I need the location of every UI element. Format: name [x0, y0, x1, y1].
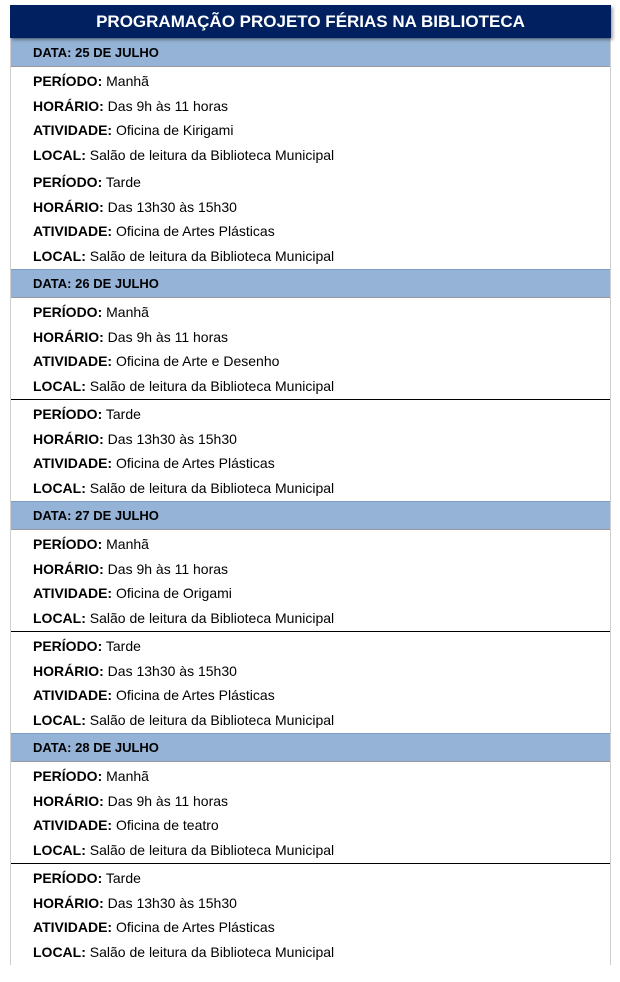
- local-value: Salão de leitura da Biblioteca Municipal: [89, 711, 335, 728]
- atividade-value: Oficina de Artes Plásticas: [115, 223, 275, 239]
- periodo-label: PERÍODO:: [33, 304, 103, 320]
- session-local-row: [11, 838, 610, 863]
- local-value: Salão de leitura da Biblioteca Municipal: [89, 479, 335, 496]
- session-periodo-row: [11, 69, 610, 94]
- horario-label: HORÁRIO:: [33, 328, 104, 345]
- session-atividade-row: [11, 915, 610, 940]
- local-label: LOCAL:: [33, 377, 86, 394]
- date-header: DATA: 25 DE JULHO: [11, 38, 610, 67]
- local-label: LOCAL:: [33, 711, 86, 728]
- atividade-value: Oficina de Artes Plásticas: [115, 455, 275, 471]
- periodo-value: Manhã: [106, 304, 149, 320]
- periodo-label: PERÍODO:: [33, 406, 103, 422]
- atividade-value: Oficina de teatro: [115, 817, 219, 833]
- session-atividade-row: [11, 118, 610, 143]
- horario-value: Das 13h30 às 15h30: [107, 198, 237, 215]
- session-block: [11, 530, 610, 631]
- session-atividade-row: [11, 219, 610, 244]
- session-block: [11, 168, 610, 269]
- horario-label: HORÁRIO:: [33, 792, 104, 809]
- local-label: LOCAL:: [33, 479, 86, 496]
- local-value: Salão de leitura da Biblioteca Municipal: [89, 247, 335, 264]
- local-label: LOCAL:: [33, 841, 86, 858]
- periodo-value: Tarde: [105, 174, 141, 190]
- session-local-row: [11, 940, 610, 965]
- session-block: [11, 298, 610, 399]
- atividade-label: ATIVIDADE:: [33, 455, 113, 471]
- local-label: LOCAL:: [33, 247, 86, 264]
- session-local-row: [11, 374, 610, 399]
- session-atividade-row: [11, 683, 610, 708]
- session-block: [11, 762, 610, 863]
- periodo-label: PERÍODO:: [33, 174, 103, 190]
- periodo-value: Tarde: [105, 638, 141, 654]
- day-block: [10, 38, 611, 269]
- periodo-value: Manhã: [106, 536, 149, 552]
- session-atividade-row: [11, 581, 610, 606]
- local-value: Salão de leitura da Biblioteca Municipal: [89, 609, 335, 626]
- local-value: Salão de leitura da Biblioteca Municipal: [89, 377, 335, 394]
- local-value: Salão de leitura da Biblioteca Municipal: [89, 841, 335, 858]
- schedule-days: [10, 38, 611, 965]
- atividade-value: Oficina de Artes Plásticas: [115, 687, 275, 703]
- periodo-value: Tarde: [105, 870, 141, 886]
- horario-label: HORÁRIO:: [33, 894, 104, 911]
- horario-value: Das 9h às 11 horas: [107, 560, 229, 577]
- session-periodo-row: [11, 170, 610, 195]
- session-horario-row: [11, 891, 610, 916]
- day-block: [10, 501, 611, 733]
- session-atividade-row: [11, 813, 610, 838]
- atividade-label: ATIVIDADE:: [33, 585, 113, 601]
- session-block: [11, 863, 610, 965]
- atividade-label: ATIVIDADE:: [33, 817, 113, 833]
- periodo-label: PERÍODO:: [33, 73, 103, 89]
- session-horario-row: [11, 195, 610, 220]
- periodo-value: Manhã: [106, 768, 149, 784]
- session-atividade-row: [11, 451, 610, 476]
- local-value: Salão de leitura da Biblioteca Municipal: [89, 146, 335, 163]
- periodo-label: PERÍODO:: [33, 638, 103, 654]
- session-block: [11, 67, 610, 168]
- periodo-value: Tarde: [105, 406, 141, 422]
- day-block: [10, 733, 611, 965]
- session-periodo-row: [11, 300, 610, 325]
- periodo-label: PERÍODO:: [33, 870, 103, 886]
- day-block: [10, 269, 611, 501]
- session-block: [11, 399, 610, 501]
- session-horario-row: [11, 325, 610, 350]
- session-periodo-row: [11, 402, 610, 427]
- session-local-row: [11, 143, 610, 168]
- atividade-value: Oficina de Arte e Desenho: [115, 353, 280, 369]
- periodo-label: PERÍODO:: [33, 768, 103, 784]
- horario-value: Das 13h30 às 15h30: [107, 894, 237, 911]
- horario-label: HORÁRIO:: [33, 662, 104, 679]
- session-local-row: [11, 476, 610, 501]
- session-horario-row: [11, 94, 610, 119]
- local-label: LOCAL:: [33, 943, 86, 960]
- atividade-label: ATIVIDADE:: [33, 687, 113, 703]
- local-value: Salão de leitura da Biblioteca Municipal: [89, 943, 335, 960]
- horario-label: HORÁRIO:: [33, 430, 104, 447]
- horario-value: Das 9h às 11 horas: [107, 97, 229, 114]
- page-title: PROGRAMAÇÃO PROJETO FÉRIAS NA BIBLIOTECA: [10, 5, 611, 38]
- session-local-row: [11, 708, 610, 733]
- session-atividade-row: [11, 349, 610, 374]
- periodo-value: Manhã: [106, 73, 149, 89]
- horario-value: Das 13h30 às 15h30: [107, 430, 237, 447]
- session-horario-row: [11, 427, 610, 452]
- date-header: DATA: 28 DE JULHO: [11, 733, 610, 762]
- session-local-row: [11, 244, 610, 269]
- periodo-label: PERÍODO:: [33, 536, 103, 552]
- horario-label: HORÁRIO:: [33, 97, 104, 114]
- session-horario-row: [11, 789, 610, 814]
- atividade-label: ATIVIDADE:: [33, 919, 113, 935]
- session-block: [11, 631, 610, 733]
- local-label: LOCAL:: [33, 146, 86, 163]
- atividade-value: Oficina de Kirigami: [115, 122, 234, 138]
- session-horario-row: [11, 659, 610, 684]
- atividade-value: Oficina de Artes Plásticas: [115, 919, 275, 935]
- date-header: DATA: 26 DE JULHO: [11, 269, 610, 298]
- session-local-row: [11, 606, 610, 631]
- horario-label: HORÁRIO:: [33, 198, 104, 215]
- atividade-label: ATIVIDADE:: [33, 122, 113, 138]
- date-header: DATA: 27 DE JULHO: [11, 501, 610, 530]
- atividade-label: ATIVIDADE:: [33, 353, 113, 369]
- horario-value: Das 13h30 às 15h30: [107, 662, 237, 679]
- session-periodo-row: [11, 764, 610, 789]
- session-periodo-row: [11, 532, 610, 557]
- session-horario-row: [11, 557, 610, 582]
- atividade-value: Oficina de Origami: [115, 585, 232, 601]
- session-periodo-row: [11, 634, 610, 659]
- horario-label: HORÁRIO:: [33, 560, 104, 577]
- horario-value: Das 9h às 11 horas: [107, 792, 229, 809]
- horario-value: Das 9h às 11 horas: [107, 328, 229, 345]
- atividade-label: ATIVIDADE:: [33, 223, 113, 239]
- local-label: LOCAL:: [33, 609, 86, 626]
- schedule-document: [10, 5, 611, 965]
- session-periodo-row: [11, 866, 610, 891]
